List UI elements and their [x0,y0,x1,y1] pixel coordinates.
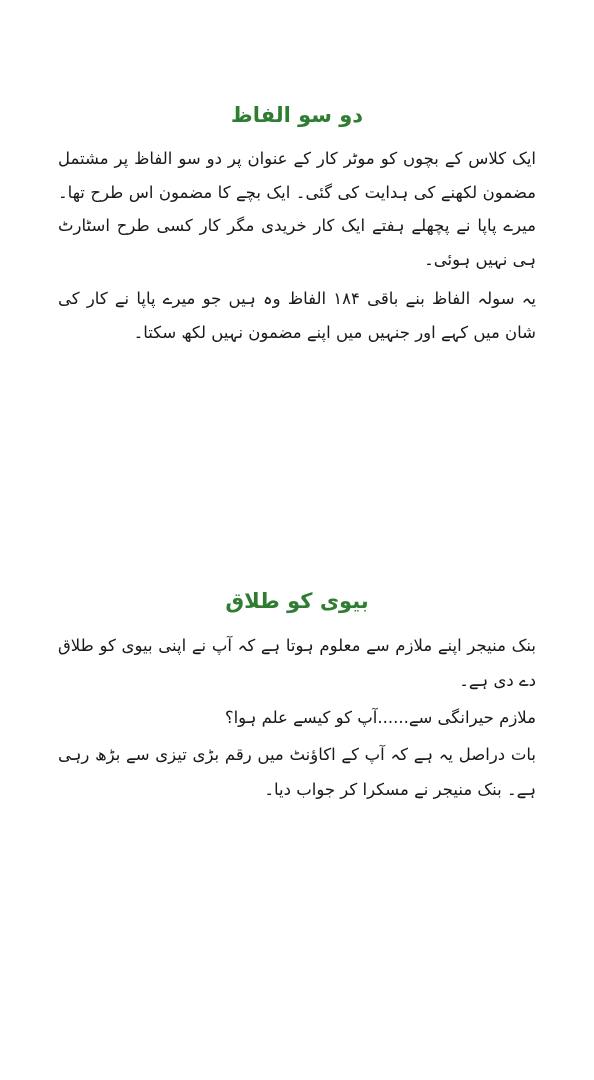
section-title: دو سو الفاظ [230,103,364,127]
paragraph: ایک کلاس کے بچوں کو موٹر کار کے عنوان پر دو سو الفاظ پر مشتمل مضمون لکھنے کی ہدایت کی گئی۔ ایک بچے کا مضمون اس طرح تھا۔ میرے پاپا نے پچھلے ہفتے ایک کار خریدی مگر کار کسی طرح اسٹارٹ ہی نہیں ہوئی۔ [58,149,536,269]
joke-section-wife-divorce [58,584,536,809]
joke-section-two-hundred-words [58,98,536,355]
paragraph: بنک منیجر اپنے ملازم سے معلوم ہوتا ہے کہ آپ نے اپنی بیوی کو طلاق دے دی ہے۔ [58,636,536,690]
paragraph: ملازم حیرانگی سے......آپ کو کیسے علم ہوا؟ [224,708,536,727]
paragraph: بات دراصل یہ ہے کہ آپ کے اکاؤنٹ میں رقم بڑی تیزی سے بڑھ رہی ہے۔ بنک منیجر نے مسکرا کر جواب دیا۔ [58,745,536,799]
section-title: بیوی کو طلاق [225,589,369,613]
paragraph: یہ سولہ الفاظ بنے باقی ۱۸۴ الفاظ وہ ہیں جو میرے پاپا نے کار کی شان میں کہے اور جنہیں میں اپنے مضمون نہیں لکھ سکتا۔ [58,289,536,342]
